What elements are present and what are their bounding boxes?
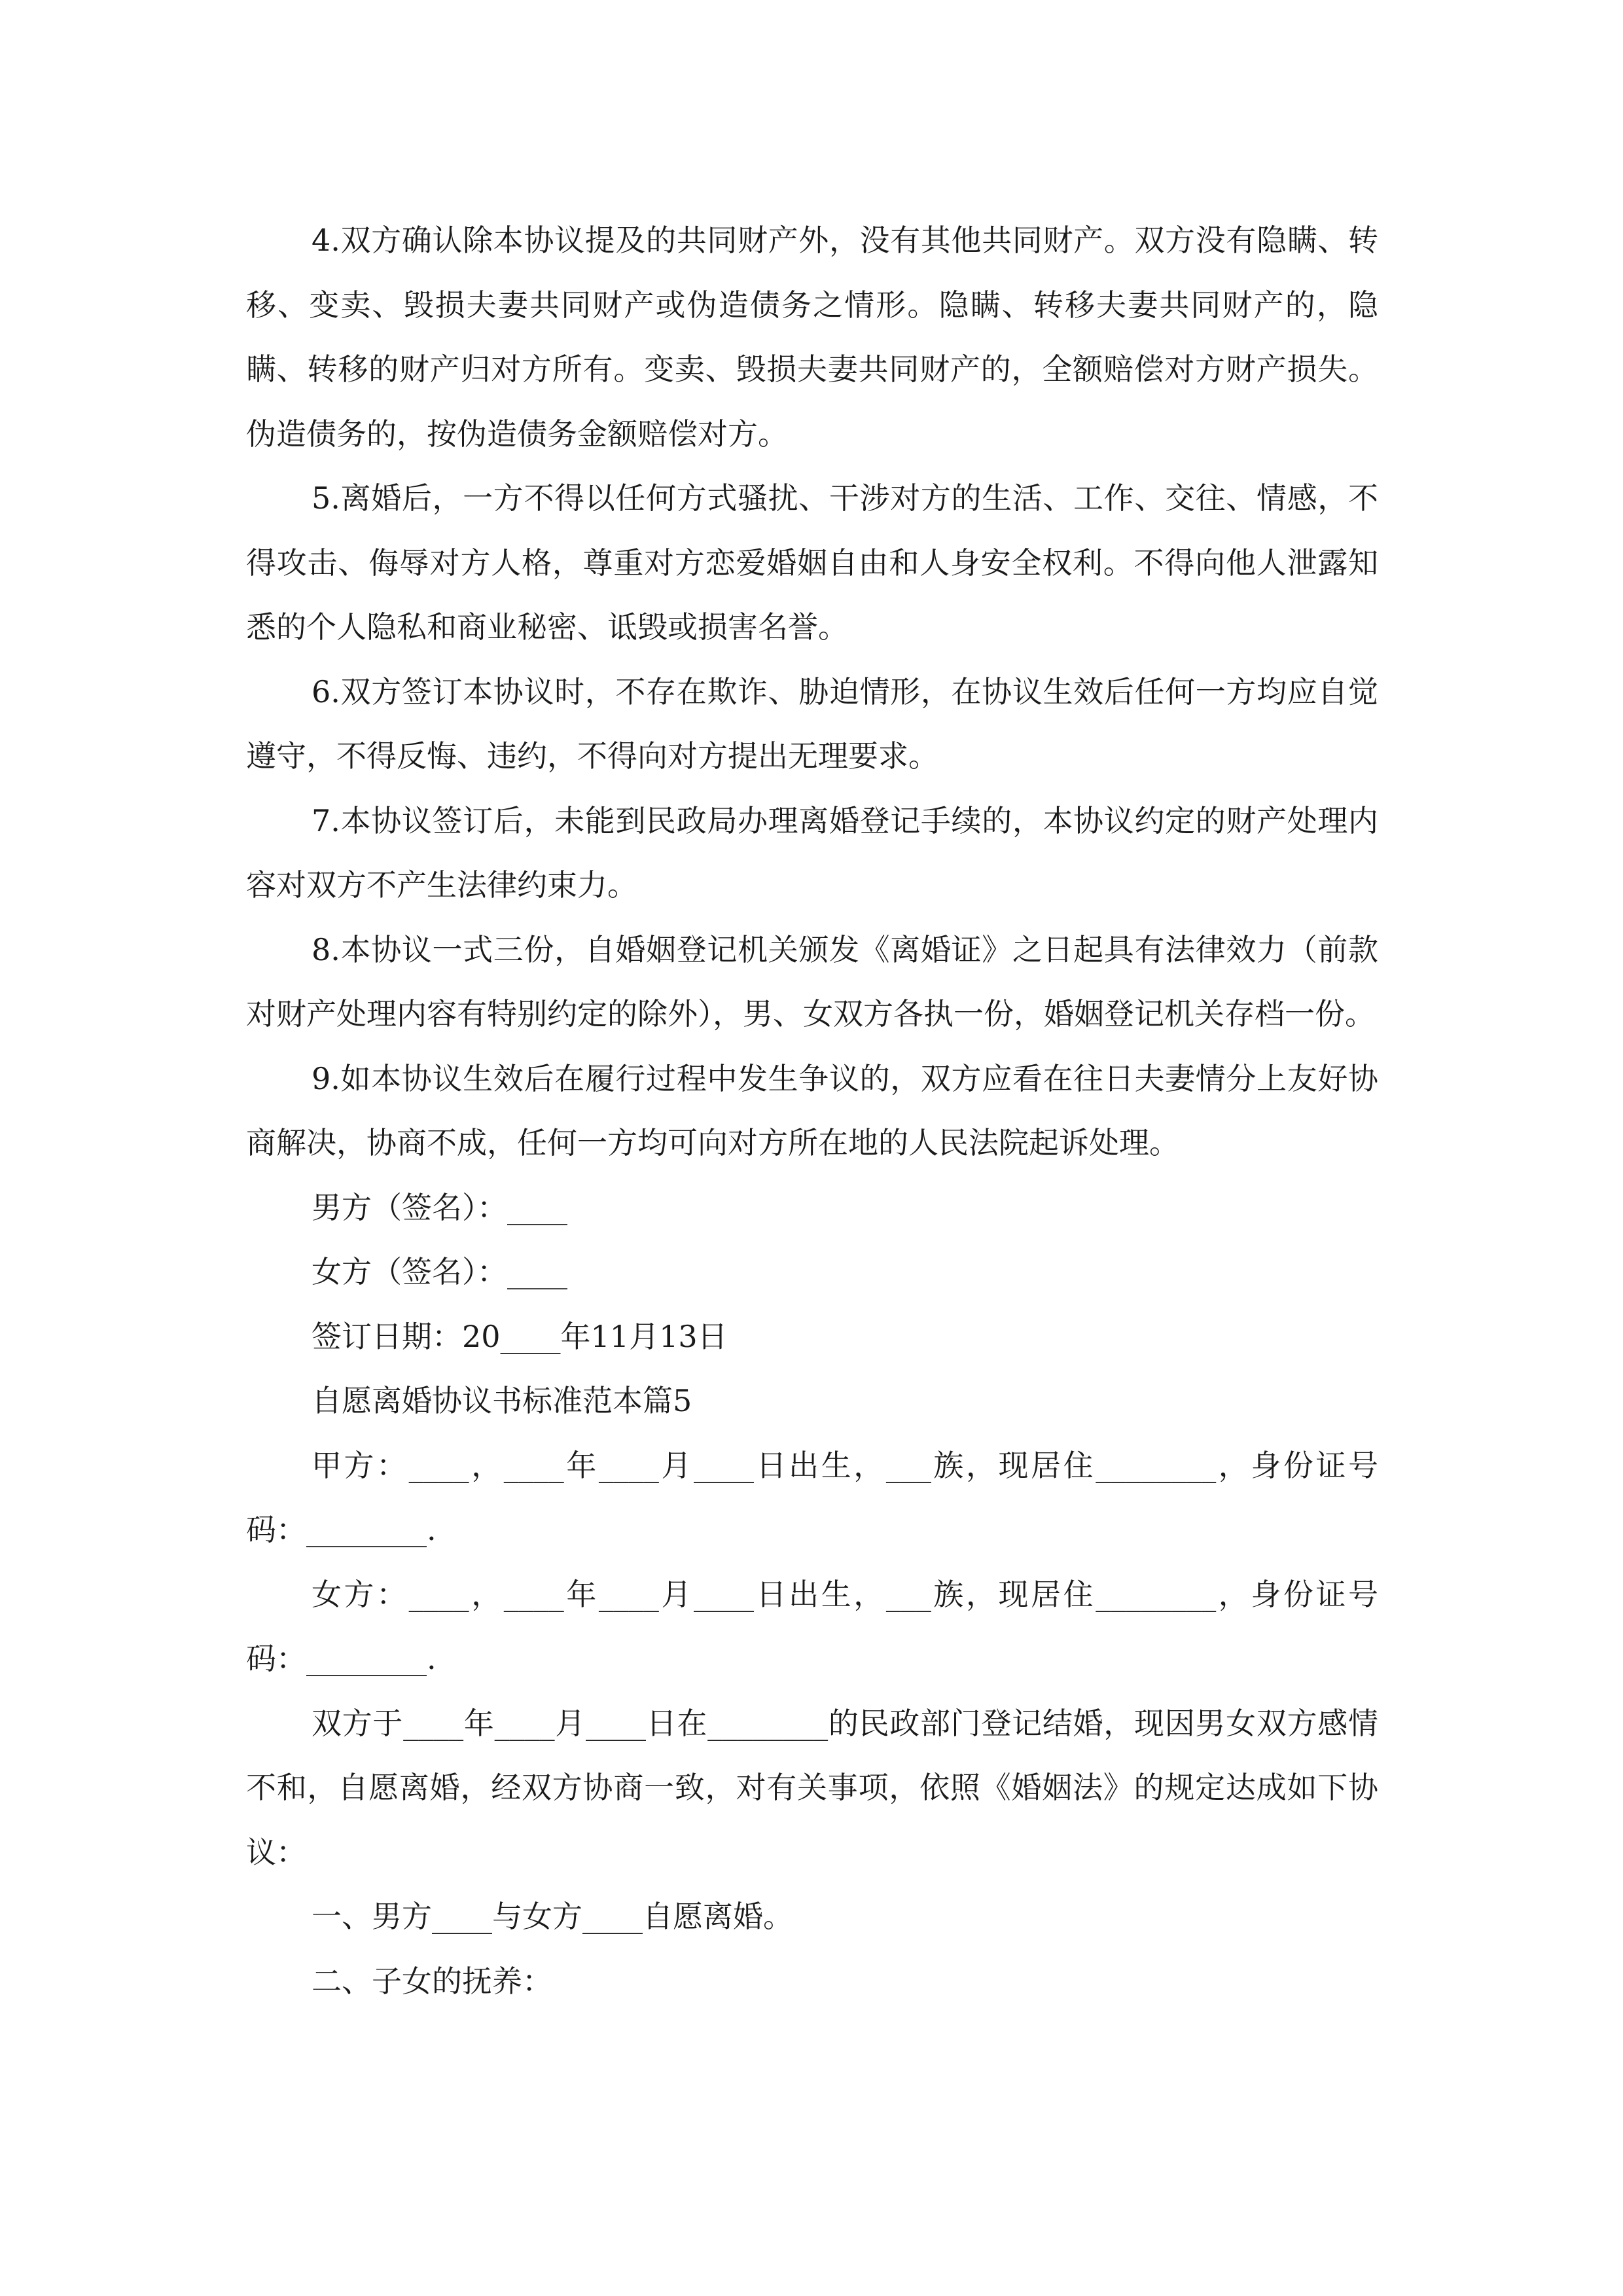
clause-1-line: 一、男方____与女方____自愿离婚。	[312, 1899, 793, 1934]
party-a-info: 甲方：____，____年____月____日出生，___族，现居住________，身份证号码：________.	[246, 1447, 1378, 1547]
document-page	[246, 208, 1378, 2013]
clause-6-paragraph: 6.双方签订本协议时，不存在欺诈、胁迫情形，在协议生效后任何一方均应自觉遵守，不得反悔、违约，不得向对方提出无理要求。	[246, 673, 1378, 774]
clause-9-paragraph: 9.如本协议生效后在履行过程中发生争议的，双方应看在往日夫妻情分上友好协商解决，协商不成，任何一方均可向对方所在地的人民法院起诉处理。	[246, 1060, 1378, 1160]
clause-5-paragraph: 5.离婚后，一方不得以任何方式骚扰、干涉对方的生活、工作、交往、情感，不得攻击、侮辱对方人格，尊重对方恋爱婚姻自由和人身安全权利。不得向他人泄露知悉的个人隐私和商业秘密、诋毁或损害名誉。	[246, 480, 1378, 645]
clause-8-paragraph: 8.本协议一式三份，自婚姻登记机关颁发《离婚证》之日起具有法律效力（前款对财产处理内容有特别约定的除外），男、女双方各执一份，婚姻登记机关存档一份。	[246, 931, 1378, 1031]
clause-2-line: 二、子女的抚养：	[312, 1963, 552, 1999]
female-signature-line: 女方（签名）：____	[312, 1254, 567, 1289]
party-b-info: 女方：____，____年____月____日出生，___族，现居住________，身份证号码：________.	[246, 1576, 1378, 1676]
clause-7-paragraph: 7.本协议签订后，未能到民政局办理离婚登记手续的，本协议约定的财产处理内容对双方不产生法律约束力。	[246, 802, 1378, 903]
preamble-paragraph: 双方于____年____月____日在________的民政部门登记结婚，现因男女双方感情不和，自愿离婚，经双方协商一致，对有关事项，依照《婚姻法》的规定达成如下协议：	[246, 1705, 1378, 1870]
sign-date-line: 签订日期：20____年11月13日	[312, 1318, 728, 1354]
section-title: 自愿离婚协议书标准范本篇5	[312, 1383, 692, 1418]
clause-4-paragraph: 4.双方确认除本协议提及的共同财产外，没有其他共同财产。双方没有隐瞒、转移、变卖、毁损夫妻共同财产或伪造债务之情形。隐瞒、转移夫妻共同财产的，隐瞒、转移的财产归对方所有。变卖、毁损夫妻共同财产的，全额赔偿对方财产损失。伪造债务的，按伪造债务金额赔偿对方。	[246, 223, 1378, 452]
male-signature-line: 男方（签名）：____	[312, 1189, 567, 1225]
